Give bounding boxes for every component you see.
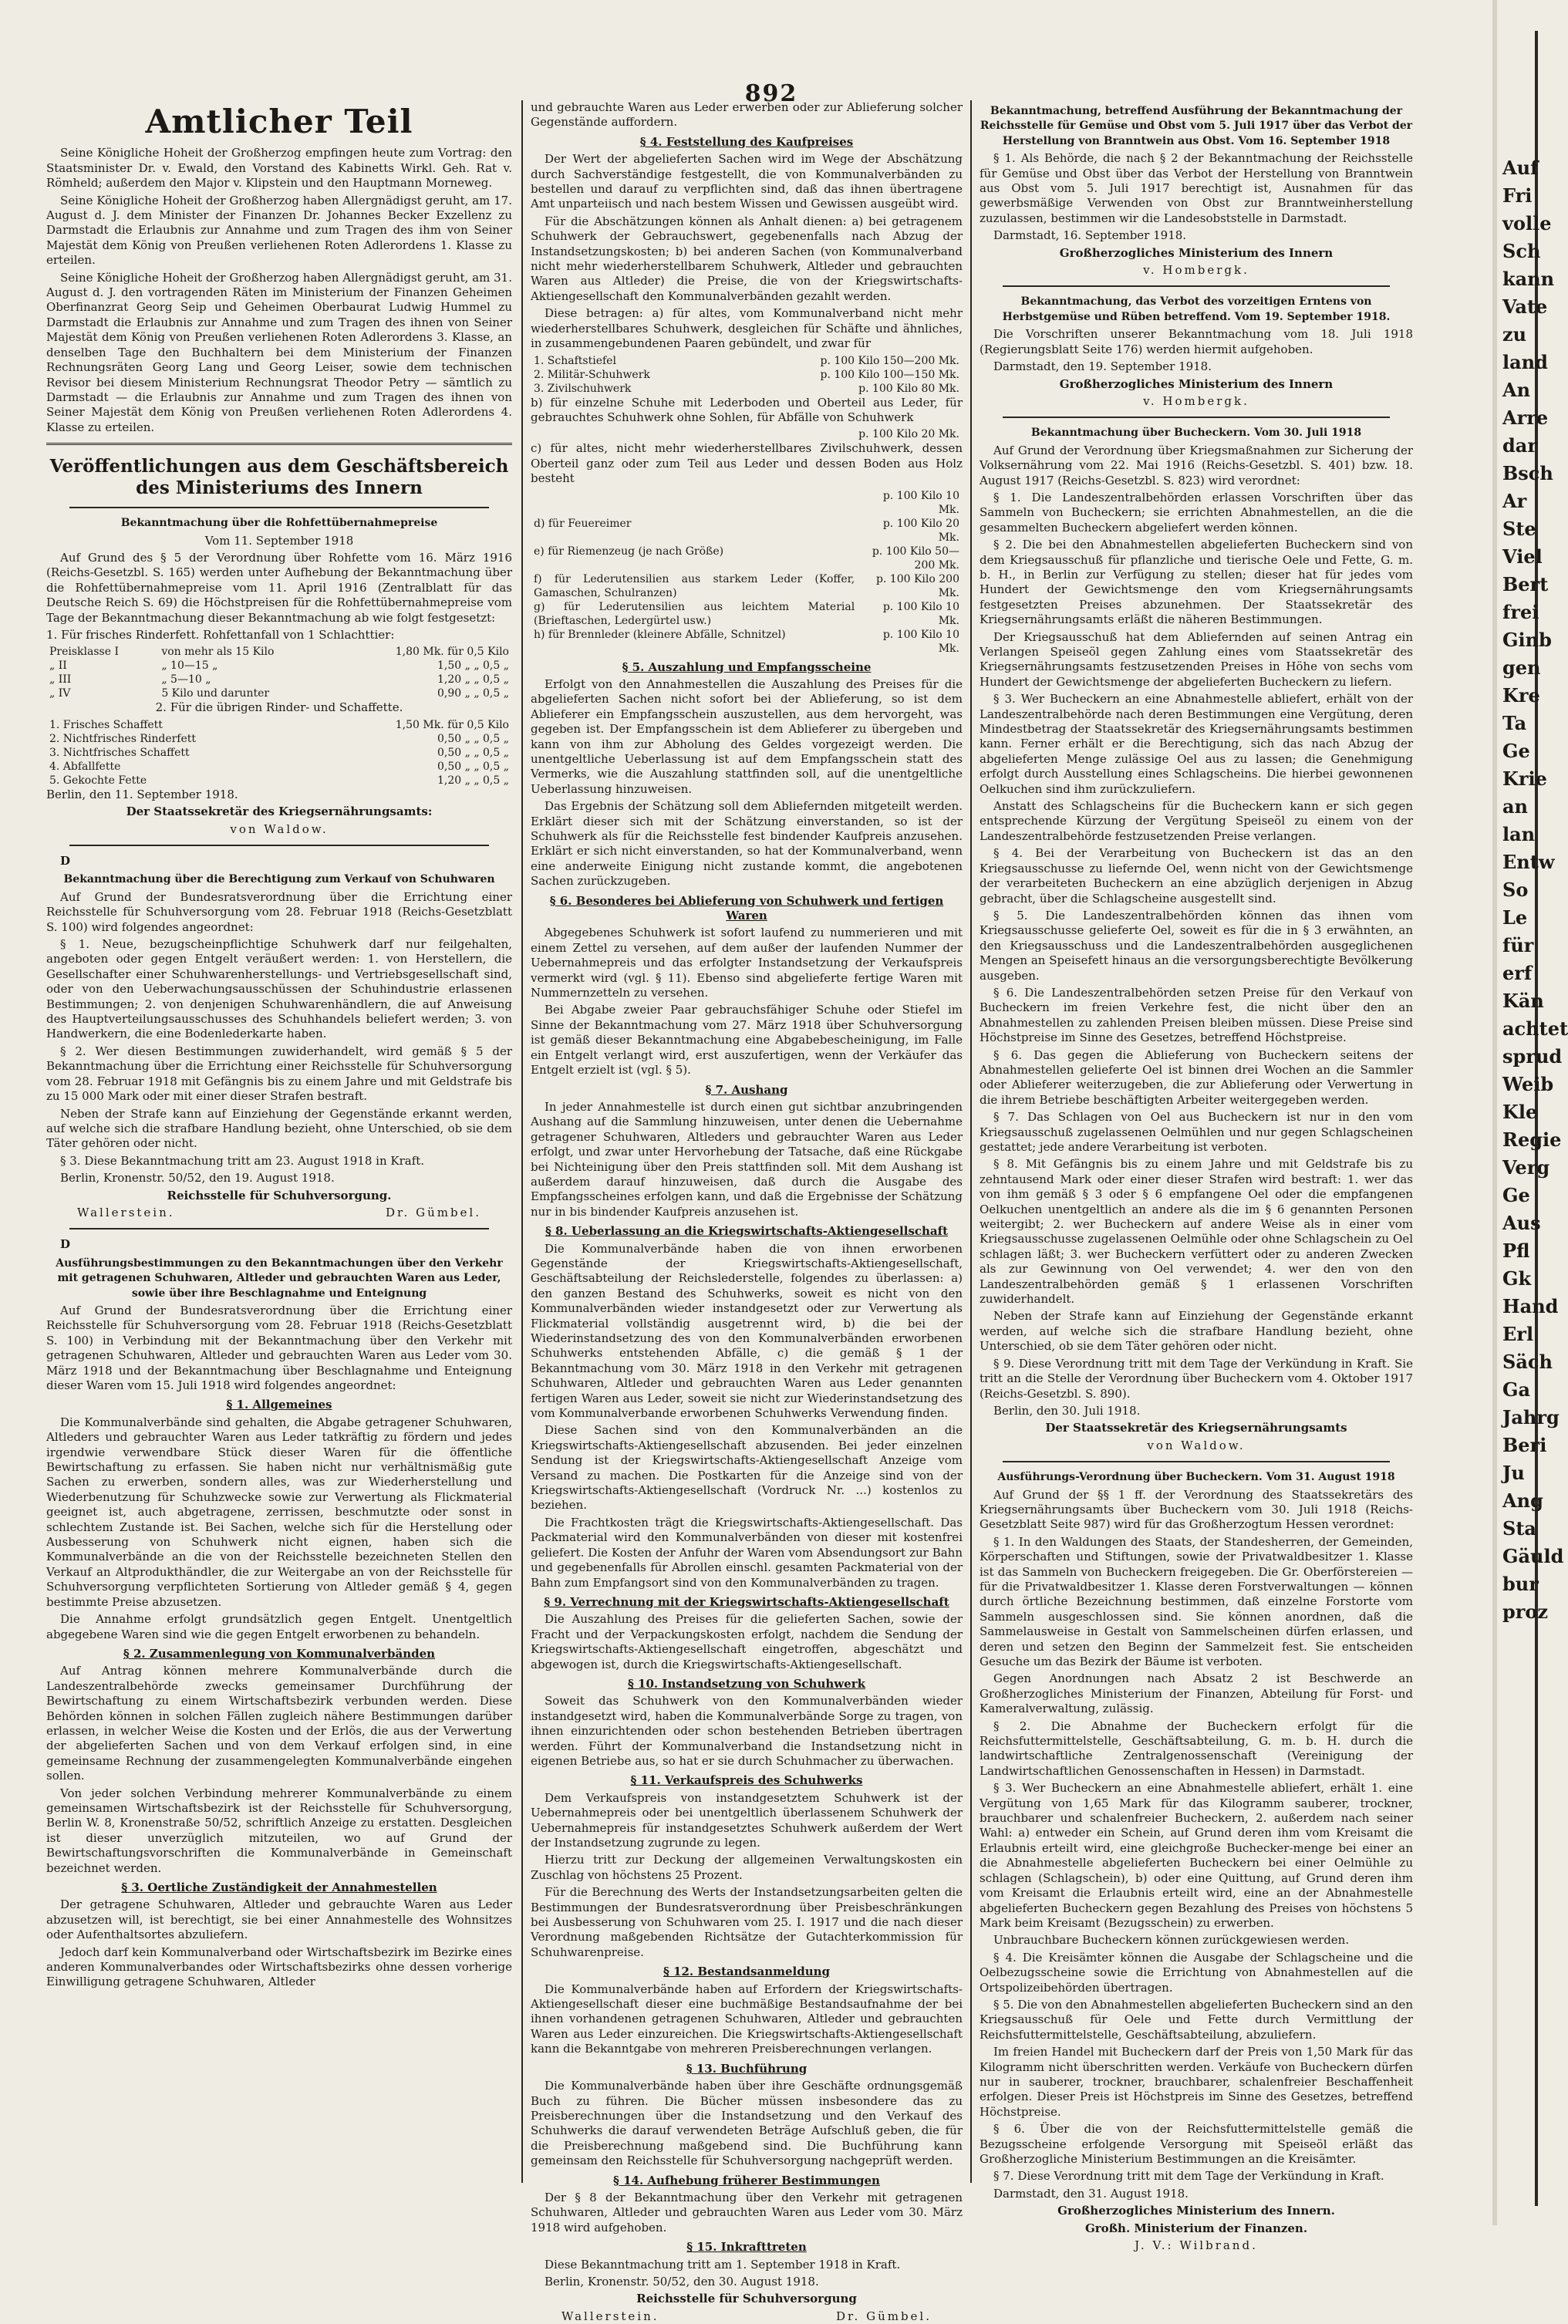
- notice-title: Bekanntmachung über Bucheckern. Vom 30. Juli 1918: [1030, 427, 1362, 440]
- sign-place: Darmstadt, 16. September 1918.: [993, 228, 1187, 243]
- table-row: 2. Nichtfrisches Rinderfett 0,50 „ „ 0,5 „: [49, 732, 509, 745]
- fragment-word: Le: [1502, 906, 1528, 929]
- sign-office: Großherzogliches Ministerium des Innern: [1059, 245, 1334, 260]
- table-row: 2. Militär-Schuhwerk p. 100 Kilo 100—150 Mk.: [534, 368, 959, 381]
- sign-place: Berlin, Kronenstr. 50/52, den 30. August 1918.: [545, 2274, 819, 2289]
- fragment-word: Erl: [1502, 1323, 1534, 1345]
- paragraph: Für die Berechnung des Werts der Instandsetzungsarbeiten gelten die Bestimmungen der Bundesratsverordnung über Preisbeschränkungen bei Ausbesserung von Schuhwaren vom 25. I. 1917 und die nach dieser Verordnung maßgebenden Richtsätze der Gutachterkommission für Schuhwarenpreise.: [531, 1885, 963, 1959]
- price-table: [46, 718, 512, 788]
- fragment-word: Pfl: [1502, 1240, 1530, 1262]
- fragment-word: Arre: [1502, 406, 1549, 429]
- paragraph: Die Kommunalverbände haben auf Erfordern der Kriegswirtschafts-Aktiengesellschaft dieser eine buchmäßige Bestandsaufnahme der bei ihnen vorhandenen getragenen Schuhwaren, Altleder und gebrauchten Waren aus Leder einzureichen. Die Kriegswirtschafts-Aktiengesellschaft kann die Bekanntgabe von mehreren Preisberechnungen verlangen.: [531, 1982, 963, 2056]
- paragraph: Anstatt des Schlagscheins für die Bucheckern kann er sich gegen entsprechende Kürzung der Vergütung Speiseöl zu einem von der Landeszentralbehörde festzusetzenden Preise verlangen.: [980, 799, 1413, 843]
- paragraph: Seine Königliche Hoheit der Großherzog haben Allergnädigst geruht, am 17. August d. J. dem Minister der Finanzen Dr. Johannes Becker Exzellenz zu Darmstadt die Erlaubnis zur Annahme und zum Tragen des ihm von Seiner Majestät dem König von Preußen verliehenen Roten Adlerordens 1. Klasse zu erteilen.: [46, 193, 512, 268]
- paragraph: § 1. In den Waldungen des Staats, der Standesherren, der Gemeinden, Körperschaften und Stiftungen, sowie der Privatwaldbesitzer 1. Klasse ist das Sammeln von Bucheckern freigegeben. Die Gr. Oberförstereien — für die Privatwaldbesitzer 1. Klasse deren Forstverwaltungen — können durch örtliche Bezeichnung bestimmen, daß einzelne Forstorte vom Sammeln ausgeschlossen sind. Sie können anordnen, daß die Sammelausweise in Gestalt von Sammelscheinen dürfen erlassen, und deren und setzen den Beginn der Sammelzeit fest. Sie entscheiden Gesuche um das Bezirk der Bäume ist verboten.: [980, 1534, 1413, 1668]
- fragment-word: Kän: [1502, 990, 1544, 1012]
- fragment-word: sprud: [1502, 1045, 1563, 1068]
- fragment-word: Ge: [1502, 740, 1530, 762]
- paragraph: Auf Grund der Bundesratsverordnung über die Errichtung einer Reichsstelle für Schuhversorgung vom 28. Februar 1918 (Reichs-Gesetzblatt S. 100) wird folgendes angeordnet:: [46, 889, 512, 934]
- column-divider-2: [970, 100, 972, 2183]
- paragraph: Diese Sachen sind von den Kommunalverbänden an die Kriegswirtschafts-Aktiengesellschaft abzusenden. Bei jeder einzelnen Sendung ist der Kriegswirtschafts-Aktiengesellschaft Anzeige vom Versand zu machen. Die Postkarten für die Anzeige sind von der Kriegswirtschafts-Aktiengesellschaft (Vordruck Nr. ...) kostenlos zu beziehen.: [531, 1423, 963, 1513]
- paragraph-heading: § 4. Feststellung des Kaufpreises: [639, 134, 854, 149]
- paragraph: § 8. Mit Gefängnis bis zu einem Jahre und mit Geldstrafe bis zu zehntausend Mark oder einer dieser Strafen wird bestraft: 1. wer das von ihm gemäß § 3 oder § 6 empfangene Oel oder die empfangenen Oelkuchen unentgeltlich an andere als die im § 6 genannten Personen weitergibt; 2. wer Bucheckern auf andere Weise als in einer vom Kriegsausschusse zugelassenen Oelmühle oder ohne Schlagschein zu Oel schlagen läßt; 3. wer Bucheckern verfüttert oder zu anderen Zwecken als zur Gewinnung von Oel verwendet; 4. wer den von den Landeszentralbehörden gemäß § 1 erlassenen Vorschriften zuwiderhandelt.: [980, 1157, 1413, 1307]
- fragment-word: Gk: [1502, 1267, 1532, 1290]
- paragraph: Dem Verkaufspreis von instandgesetztem Schuhwerk ist der Uebernahmepreis oder bei unentgeltlich überlassenem Schuhwerk der Uebernahmepreis für instandgesetztes Schuhwerk außerdem der Wert der Instandsetzung zugrunde zu legen.: [531, 1790, 963, 1850]
- paragraph: Abgegebenes Schuhwerk ist sofort laufend zu nummerieren und mit einem Zettel zu versehen, auf dem außer der laufenden Nummer der Uebernahmepreis und das erfolgter Instandsetzung der Verkaufspreis vermerkt wird (vgl. § 11). Ebenso sind abgelieferte fertige Waren mit Nummernzetteln zu versehen.: [531, 926, 963, 1000]
- fragment-word: Aus: [1502, 1212, 1541, 1234]
- fragment-word: Viel: [1502, 545, 1543, 568]
- notice-title: Ausführungs-Verordnung über Bucheckern. Vom 31. August 1918: [997, 1471, 1395, 1484]
- table-row: Preisklasse I von mehr als 15 Kilo 1,80 Mk. für 0,5 Kilo: [49, 646, 509, 659]
- fragment-word: Hand: [1502, 1295, 1559, 1317]
- table-caption: 2. Für die übrigen Rinder- und Schaffette.: [155, 700, 403, 715]
- table-row: 1. Frisches Schaffett 1,50 Mk. für 0,5 Kilo: [49, 718, 509, 731]
- fragment-word: Ginb: [1502, 629, 1552, 651]
- fragment-word: Sch: [1502, 240, 1541, 262]
- paragraph: Diese Bekanntmachung tritt am 1. September 1918 in Kraft.: [545, 2257, 901, 2272]
- signatures: [531, 2309, 963, 2324]
- paragraph: Der Kriegsausschuß hat dem Abliefernden auf seinen Antrag ein Verlangen Speiseöl gegen Zahlung eines vom Staatssekretär des Kriegsernährungsamts festzusetzenden Preises in Höhe von sechs vom Hundert der Gewichtsmenge der abgelieferten Bucheckern zu liefern.: [980, 629, 1413, 689]
- divider: [1003, 1461, 1390, 1462]
- price-table: [531, 354, 963, 396]
- paragraph: Seine Königliche Hoheit der Großherzog empfingen heute zum Vortrag: den Staatsminister Dr. v. Ewald, den Vorstand des Kabinetts Wirkl. Geh. Rat v. Römheld; außerdem den Major v. Klipstein und den Hauptmann Morneweg.: [46, 146, 512, 191]
- fragment-word: Regie: [1502, 1128, 1562, 1151]
- fragment-word: Ga: [1502, 1378, 1531, 1401]
- table-caption: 1. Für frisches Rinderfett. Rohfettanfall von 1 Schlachttier:: [46, 627, 395, 642]
- paragraph-heading: § 14. Aufhebung früherer Bestimmungen: [613, 2173, 880, 2187]
- paragraph: Auf Grund der Verordnung über Kriegsmaßnahmen zur Sicherung der Volksernährung vom 22. Mai 1916 (Reichs-Gesetzbl. S. 401) bzw. 18. August 1917 (Reichs-Gesetzbl. S. 823) wird verordnet:: [980, 443, 1413, 487]
- table-row: 1. Schaftstiefel p. 100 Kilo 150—200 Mk.: [534, 354, 959, 367]
- paragraph: Diese betragen: a) für altes, vom Kommunalverband nicht mehr wiederherstellbares Schuhwerk, desgleichen für Schäfte und ähnliches, in zusammengebundenen Paaren gebündelt, und zwar für: [531, 306, 963, 351]
- paragraph: Neben der Strafe kann auf Einziehung der Gegenstände erkannt werden, auf welche sich die strafbare Handlung bezieht, ohne Unterschied, ob sie dem Täter gehören oder nicht.: [46, 1106, 512, 1151]
- notice-title: Bekanntmachung über die Rohfettübernahmepreise: [120, 517, 438, 530]
- fragment-word: achtet: [1502, 1017, 1568, 1040]
- table-row: e) für Riemenzeug (je nach Größe) p. 100 Kilo 50—200 Mk.: [534, 545, 959, 572]
- fragment-word: Kre: [1502, 684, 1540, 707]
- fragment-word: Fri: [1502, 184, 1533, 207]
- signatures: [46, 1206, 512, 1220]
- fragment-word: an: [1502, 795, 1528, 818]
- page-title: Amtlicher Teil: [145, 103, 413, 140]
- paragraph: Jedoch darf kein Kommunalverband oder Wirtschaftsbezirk im Bezirke eines anderen Kommunalverbandes oder Wirtschaftsbezirks ohne dessen vorherige Einwilligung getragene Schuhwaren, Altleder: [46, 1945, 512, 1989]
- paragraph: Auf Grund der Bundesratsverordnung über die Errichtung einer Reichsstelle für Schuhversorgung vom 28. Februar 1918 (Reichs-Gesetzblatt S. 100) in Verbindung mit der Bekanntmachung über den Verkehr mit getragenen Schuhwaren, Altleder und gebrauchten Waren aus Leder vom 30. März 1918 und der Bekanntmachung über Beschlagnahme und Enteignung dieser Waren vom 15. Juli 1918 wird folgendes angeordnet:: [46, 1303, 512, 1392]
- sign-name: J. V.: Wilbrand.: [1135, 2238, 1258, 2253]
- table-row: 3. Zivilschuhwerk p. 100 Kilo 80 Mk.: [534, 382, 959, 395]
- paragraph: § 6. Das gegen die Ablieferung von Bucheckern seitens der Abnahmestellen gelieferte Oel ist binnen drei Wochen an die Sammler oder Ablieferer weiterzugeben, die zur Ablieferung oder Verwertung in die ihrem Betriebe beschäftigten Arbeiter weitergegeben werden.: [980, 1047, 1413, 1107]
- table-row: „ IV 5 Kilo und darunter 0,90 „ „ 0,5 „: [49, 687, 509, 700]
- page-number: 892: [744, 80, 798, 107]
- paragraph: § 1. Als Behörde, die nach § 2 der Bekanntmachung der Reichsstelle für Gemüse und Obst über das Verbot der Herstellung von Branntwein aus Obst vom 5. Juli 1917 berechtigt ist, Ausnahmen für das gewerbsmäßige Verwenden von Obst zur Branntweinherstellung zuzulassen, bestimmen wir die Landesobststelle in Darmstadt.: [980, 151, 1413, 225]
- sign-place: Darmstadt, den 31. August 1918.: [993, 2186, 1189, 2201]
- paragraph: § 3. Wer Bucheckern an eine Abnahmestelle abliefert, erhält von der Landeszentralbehörde nach deren Bestimmungen eine Vergütung, deren Mindestbetrag der Staatssekretär des Kriegsernährungsamts bestimmen kann. Ferner erhält er die Berechtigung, sich das nach Abzug der abgelieferten Menge zulässige Oel aus zu lassen; die Genehmigung erfolgt durch Ausstellung eines Schlagscheins. Die hierbei gewonnenen Oelkuchen sind ihm zurückzuliefern.: [980, 692, 1413, 796]
- column-2: [531, 100, 963, 2323]
- paragraph-heading: § 3. Oertliche Zuständigkeit der Annahmestellen: [121, 1880, 437, 1894]
- paragraph: Soweit das Schuhwerk von den Kommunalverbänden wieder instandgesetzt wird, haben die Kommunalverbände Sorge zu tragen, von ihnen einzurichtenden oder schon bestehenden Betrieben übertragen werden. Führt der Kommunalverband die Instandsetzung nicht in eigenen Betriebe aus, so hat er sie durch Schuhmacher zu überwachen.: [531, 1694, 963, 1768]
- notice-title: Bekanntmachung, betreffend Ausführung der Bekanntmachung der Reichsstelle für Gemüse und Obst vom 5. Juli 1917 über das Verbot der Herstellung von Branntwein aus Obst. Vom 16. September 1918: [980, 105, 1413, 147]
- notice-title: Ausführungsbestimmungen zu den Bekanntmachungen über den Verkehr mit getragenen Schuhwaren, Altleder und gebrauchten Waren aus Leder, sowie über ihre Beschlagnahme und Enteignung: [56, 1256, 503, 1300]
- paragraph: b) für einzelne Schuhe mit Lederboden und Oberteil aus Leder, für gebrauchtes Schuhwerk ohne Sohlen, für Abfälle von Schuhwerk: [531, 395, 963, 424]
- fragment-word: Bert: [1502, 573, 1549, 595]
- paragraph: § 5. Die von den Abnahmestellen abgelieferten Bucheckern sind an den Kriegsausschuß für Oele und Fette durch Vermittlung der Reichsfuttermittelstelle, Geschäftsabteilung, abzuliefern.: [980, 1997, 1414, 2042]
- paragraph: Die Frachtkosten trägt die Kriegswirtschafts-Aktiengesellschaft. Das Packmaterial wird den Kommunalverbänden von dieser mit kostenfrei geliefert. Die Kosten der Anfuhr der Waren vom Absendungsort zur Bahn und gegebenenfalls für Abrollen einschl. gesamten Packmaterial von der Bahn zum Empfangsort sind von den Kommunalverbänden zu tragen.: [531, 1515, 963, 1590]
- paragraph-heading: § 2. Zusammenlegung von Kommunalverbänden: [123, 1646, 436, 1661]
- paragraph: Hierzu tritt zur Deckung der allgemeinen Verwaltungskosten ein Zuschlag von höchstens 25 Prozent.: [531, 1853, 963, 1882]
- paragraph: In jeder Annahmestelle ist durch einen gut sichtbar anzubringenden Aushang auf die Sammlung hinzuweisen, unter denen die Uebernahme getragener Schuhwaren, Altleders und gebrauchter Waren aus Leder erfolgt, und zwar unter Hervorhebung der Tatsache, daß eine Rückgabe bei Nichteinigung über den Preis stattfinden soll. Mit dem Aushang ist außerdem darauf hinzuweisen, daß durch die Ausgabe des Empfangsscheines erfolgen kann, und daß die Ergebnisse der Schätzung nur in bis bindender Kaufpreis anzusehen ist.: [531, 1099, 963, 1219]
- paragraph-heading: § 13. Buchführung: [686, 2061, 808, 2076]
- fragment-word: Gäuld: [1502, 1545, 1564, 1567]
- sign-place: Berlin, Kronenstr. 50/52, den 19. August 1918.: [60, 1171, 335, 1186]
- paragraph: § 2. Die Abnahme der Bucheckern erfolgt für die Reichsfuttermittelstelle, Geschäftsabteilung, G. m. b. H. durch die landwirtschaftliche Zentralgenossenschaft (Vereinigung der Landwirtschaftlichen Genossenschaften in Hessen) in Darmstadt.: [980, 1719, 1413, 1778]
- paragraph: Neben der Strafe kann auf Einziehung der Gegenstände erkannt werden, auf welche sich die strafbare Handlung bezieht, ohne Unterschied, ob sie dem Täter gehören oder nicht.: [980, 1309, 1413, 1354]
- fragment-word: Beri: [1502, 1434, 1547, 1456]
- section-heading: Veröffentlichungen aus dem Geschäftsbereich des Ministeriums des Innern: [49, 456, 509, 499]
- paragraph: Seine Königliche Hoheit der Großherzog haben Allergnädigst geruht, am 31. August d. J. den vortragenden Räten im Ministerium der Finanzen Geheimen Oberfinanzrat Georg Seip und Geheimen Oberbaurat Ludwig Hummel zu Darmstadt die Erlaubnis zur Annahme und zum Tragen des ihnen von Seiner Majestät dem König von Preußen verliehenen Roten Adlerordens 3. Klasse, an denselben Tage den Buchhaltern bei dem Ministerium der Finanzen Rechnungsräten Georg Lang und Georg Leiser, sowie dem technischen Revisor bei diesem Ministerium Rechnungsrat Theodor Petry — sämtlich zu Darmstadt — die Erlaubnis zur Annahme und zum Tragen des ihnen von Seiner Majestät dem König von Preußen verliehenen Roten Adlerordens 4. Klasse zu erteilen.: [46, 270, 512, 434]
- paragraph: Auf Grund der §§ 1 ff. der Verordnung des Staatssekretärs des Kriegsernährungsamts über Bucheckern vom 30. Juli 1918 (Reichs-Gesetzblatt Seite 987) wird für das Großherzogtum Hessen verordnet:: [980, 1487, 1413, 1532]
- table-row: g) für Lederutensilien aus leichtem Material (Brieftaschen, Ledergürtel usw.) p. 100 Kilo 10 Mk.: [534, 600, 959, 627]
- paragraph: § 7. Das Schlagen von Oel aus Bucheckern ist nur in den vom Kriegsausschuß zugelassenen Oelmühlen und nur gegen Schlagscheinen gestattet; jede andere Verarbeitung ist verboten.: [980, 1110, 1413, 1154]
- table-row: „ III „ 5—10 „ 1,20 „ „ 0,5 „: [49, 673, 509, 686]
- paragraph-heading: § 8. Ueberlassung an die Kriegswirtschafts-Aktiengesellschaft: [545, 1224, 949, 1239]
- sign-office: Großherzogliches Ministerium des Innern.: [1057, 2204, 1335, 2218]
- divider: [69, 845, 489, 846]
- paragraph: Die Kommunalverbände haben die von ihnen erworbenen Gegenstände der Kriegswirtschafts-Aktiengesellschaft, Geschäftsabteilung der Reichslederstelle, folgendes zu überlassen: a) den ganzen Bestand des Schuhwerks, soweit es nicht von den Kommunalverbänden wieder instandgesetzt oder zur Verwertung als Flickmaterial vollständig ausgetrennt wird, b) die bei der Wiederinstandsetzung des von den Kommunalverbänden erworbenen Schuhwerks entstehenden Abfälle, c) die gemäß § 1 der Bekanntmachung vom 30. März 1918 in den Verkehr mit getragenen Schuhwaren, Altleder und gebrauchten Waren aus Leder genannten fertigen Waren aus Leder, soweit sie nicht zur Wiederinstandsetzung des vom Kommunalverbande erworbenen Schuhwerks Verwendung finden.: [531, 1241, 963, 1421]
- table-row: p. 100 Kilo 10 Mk.: [882, 489, 959, 516]
- fragment-word: gen: [1502, 656, 1541, 679]
- signature: Wallerstein.: [77, 1205, 175, 1219]
- paragraph-heading: § 10. Instandsetzung von Schuhwerk: [627, 1676, 866, 1691]
- paragraph: Die Annahme erfolgt grundsätzlich gegen Entgelt. Unentgeltlich abgegebene Waren sind wie die gegen Entgelt erworbenen zu behandeln.: [46, 1612, 512, 1641]
- paragraph-heading: § 9. Verrechnung mit der Kriegswirtschafts-Aktiengesellschaft: [544, 1594, 949, 1609]
- signature: Wallerstein.: [561, 2309, 659, 2323]
- paragraph: § 2. Wer diesen Bestimmungen zuwiderhandelt, wird gemäß § 5 der Bekanntmachung über die Errichtung einer Reichsstelle für Schuhversorgung vom 28. Februar 1918 mit Gefängnis bis zu einem Jahre und mit Geldstrafe bis zu 15 000 Mark oder mit einer dieser Strafen bestraft.: [46, 1044, 512, 1104]
- divider: [1003, 417, 1390, 418]
- fragment-word: Auf: [1502, 157, 1539, 179]
- paragraph: § 9. Diese Verordnung tritt mit dem Tage der Verkündung in Kraft. Sie tritt an die Stelle der Verordnung über Bucheckern vom 4. Oktober 1917 (Reichs-Gesetzbl. S. 890).: [980, 1356, 1413, 1401]
- paragraph: Das Ergebnis der Schätzung soll dem Abliefernden mitgeteilt werden. Erklärt dieser sich mit der Schätzung einverstanden, so ist der Schuhwerk als für die Reichsstelle fest bindender Kaufpreis anzusehen. Erklärt er sich nicht einverstanden, so hat der Kommunalverband, wenn eine anderweite Einigung nicht zustande kommt, die angebotenen Sachen zurückzugeben.: [531, 799, 963, 889]
- paragraph: § 1. Neue, bezugscheinpflichtige Schuhwerk darf nur feilgehalten, angeboten oder gegen Entgelt veräußert werden: 1. von Herstellern, die Gesellschafter einer Schuhwarenherstellungs- und Vertriebsgesellschaft sind, oder von den Ueberwachungsausschüssen der Schuhindustrie erlassenen Bestimmungen; 2. von denjenigen Schuhwarenhändlern, die auf Anweisung des Hauptverteilungsausschusses des Schuhhandels beliefert werden; 3. von Handwerkern, die eine Bodenlederkarte haben.: [46, 937, 512, 1041]
- paragraph: § 5. Die Landeszentralbehörden können das ihnen vom Kriegsausschusse gelieferte Oel, soweit es für die in § 3 erwähnten, an den Kriegsausschuss und die Landeszentralbehörden ausgeglichenen Mengen an Speisefett hinaus an die versorgungsberechtigte Bevölkerung ausgeben.: [980, 908, 1413, 983]
- paragraph: Unbrauchbare Bucheckern können zurückgewiesen werden.: [993, 1933, 1350, 1948]
- paragraph: c) für altes, nicht mehr wiederherstellbares Zivilschuhwerk, dessen Oberteil ganz oder zum Teil aus Leder und dessen Boden aus Holz besteht: [531, 441, 963, 486]
- table-row: d) für Feuereimer p. 100 Kilo 20 Mk.: [534, 517, 959, 544]
- fragment-word: Ge: [1502, 1184, 1530, 1206]
- paragraph: § 4. Die Kreisämter können die Ausgabe der Schlagscheine und die Oelbezugsscheine sowie die Errichtung von Abnahmestellen auf die Ortspolizeibehörden übertragen.: [980, 1950, 1413, 1995]
- paragraph-heading: § 11. Verkaufspreis des Schuhwerks: [630, 1773, 863, 1788]
- paragraph: Bei Abgabe zweier Paar gebrauchsfähiger Schuhe oder Stiefel im Sinne der Bekanntmachung vom 27. März 1918 über Schuhversorgung ist gemäß dieser Bekanntmachung eine Abgabebescheinigung, im Falle ein Entgelt verlangt wird, erst auszufertigen, wenn der Verkäufer das Entgelt erzielt ist (vgl. § 5).: [531, 1003, 963, 1078]
- notice-date: Vom 11. September 1918: [204, 533, 354, 548]
- paragraph: Auf Grund des § 5 der Verordnung über Rohfette vom 16. März 1916 (Reichs-Gesetzbl. S. 165) werden unter Aufhebung der Bekanntmachung über die Rohfettübernahmepreise vom 11. April 1916 (Zentralblatt für das Deutsche Reich S. 69) die Höchstpreisen für die Rohfettübernahmepreise vom Tage der Bekanntmachung dieser Bekanntmachung ab wie folgt festgesetzt:: [46, 550, 512, 625]
- table-row: p. 100 Kilo 20 Mk.: [858, 428, 959, 441]
- fragment-word: So: [1502, 879, 1529, 901]
- sign-place: Berlin, den 30. Juli 1918.: [993, 1403, 1141, 1418]
- fragment-word: land: [1502, 351, 1548, 373]
- paragraph-heading: § 6. Besonderes bei Ablieferung von Schuhwerk und fertigen Waren: [549, 893, 944, 923]
- fragment-word: proz: [1502, 1600, 1549, 1623]
- price-table: [46, 645, 512, 700]
- paragraph: § 4. Bei der Verarbeitung von Bucheckern ist das an den Kriegsausschusse zu liefernde Oel, wenn nicht von der Gewichtsmenge der verarbeiteten Bucheckern an eine abzüglich derjenigen in Abzug gebracht, über die Schlagscheine ausgestellt sind.: [980, 846, 1413, 906]
- sign-place: Berlin, den 11. September 1918.: [46, 787, 238, 801]
- paragraph: Auf Antrag können mehrere Kommunalverbände durch die Landeszentralbehörde zwecks gemeinsamer Durchführung der Bewirtschaftung zu einem Wirtschaftsbezirk verbunden werden. Diese Behörden können in solchen Fällen zugleich nähere Bestimmungen darüber erlassen, in welcher Weise die Kosten und der Erlös, die aus der Verwertung der abgelieferten Sachen und von dem Verkauf erfolgen sind, in eine gemeinsame Rechnung der zusammengelegten Kommunalverbände eingehen sollen.: [46, 1664, 512, 1783]
- page-gutter: [1492, 0, 1497, 2225]
- paragraph: und gebrauchte Waren aus Leder erwerben oder zur Ablieferung solcher Gegenstände auffordern.: [531, 100, 963, 130]
- fragment-word: Sta: [1502, 1517, 1536, 1540]
- sign-office: Großherzogliches Ministerium des Innern: [1059, 376, 1334, 391]
- fragment-word: Krie: [1502, 767, 1547, 790]
- signature: Dr. Gümbel.: [836, 2309, 932, 2323]
- divider: [69, 1228, 489, 1229]
- fragment-word: Ju: [1502, 1462, 1525, 1484]
- fragment-word: dar: [1502, 434, 1537, 457]
- paragraph: Für die Abschätzungen können als Anhalt dienen: a) bei getragenem Schuhwerk der Gebrauchswert, gegebenenfalls nach Abzug der Instandsetzungskosten; b) bei anderen Sachen (von Kommunalverband nicht mehr wiederherstellbarem Schuhwerk, Altleder und gebrauchten Waren aus Altleder) die Preise, die von der Kriegswirtschafts-Aktiengesellschaft den Kommunalverbänden gezahlt werden.: [531, 214, 963, 303]
- paragraph: Der Wert der abgelieferten Sachen wird im Wege der Abschätzung durch Sachverständige festgestellt, die von Kommunalverbänden zu bestellen und darauf zu verpflichten sind, daß das ihnen übertragene Amt unparteiisch und nach bestem Wissen und Gewissen ausgeübt wird.: [531, 152, 963, 211]
- fragment-word: Entw: [1502, 851, 1555, 873]
- paragraph-heading: § 7. Aushang: [705, 1082, 788, 1097]
- fragment-word: für: [1502, 934, 1534, 956]
- paragraph: § 7. Diese Verordnung tritt mit dem Tage der Verkündung in Kraft.: [993, 2169, 1384, 2184]
- fragment-word: erf: [1502, 962, 1533, 984]
- fragment-word: volle: [1502, 212, 1552, 234]
- table-row: h) für Brennleder (kleinere Abfälle, Schnitzel) p. 100 Kilo 10 Mk.: [534, 628, 959, 655]
- notice-title: Bekanntmachung über die Berechtigung zum Verkauf von Schuhwaren: [63, 873, 495, 886]
- column-3: [980, 100, 1414, 2253]
- sign-office: Der Staatssekretär des Kriegsernährungsamts: [1045, 1421, 1347, 1435]
- fragment-word: Ang: [1502, 1489, 1543, 1512]
- fragment-word: Kle: [1502, 1101, 1538, 1123]
- fragment-word: lan: [1502, 823, 1536, 845]
- table-row: 5. Gekochte Fette 1,20 „ „ 0,5 „: [49, 774, 509, 787]
- paragraph: Der § 8 der Bekanntmachung über den Verkehr mit getragenen Schuhwaren, Altleder und gebrauchten Waren aus Leder vom 30. März 1918 wird aufgehoben.: [531, 2190, 963, 2235]
- fragment-word: Weib: [1502, 1073, 1554, 1095]
- paragraph: Die Auszahlung des Preises für die gelieferten Sachen, sowie der Fracht und der Verpackungskosten erfolgt, nachdem die Sendung der Kriegswirtschafts-Aktiengesellschaft eingetroffen, abgeschätzt und abgewogen ist, durch die Kriegswirtschafts-Aktiengesellschaft.: [531, 1612, 963, 1671]
- fragment-word: An: [1502, 379, 1531, 401]
- sign-office: Reichsstelle für Schuhversorgung.: [167, 1188, 392, 1202]
- column-1: [46, 100, 512, 2183]
- fragment-word: frei: [1502, 601, 1539, 623]
- paragraph-heading: § 12. Bestandsanmeldung: [663, 1965, 831, 1979]
- fragment-word: Bsch: [1502, 462, 1553, 484]
- section-rule: [46, 443, 512, 445]
- divider: [69, 507, 489, 508]
- paragraph-heading: § 15. Inkrafttreten: [686, 2240, 807, 2255]
- sign-name: von Waldow.: [1147, 1438, 1246, 1452]
- sign-name: von Waldow.: [230, 821, 329, 836]
- table-row: 4. Abfallfette 0,50 „ „ 0,5 „: [49, 760, 509, 773]
- fragment-word: bur: [1502, 1573, 1539, 1595]
- paragraph: Der getragene Schuhwaren, Altleder und gebrauchte Waren aus Leder abzusetzen will, ist berechtigt, sie bei einer Annahmestelle des Wohnsitzes oder Aufenthaltsortes abzuliefern.: [46, 1897, 512, 1942]
- paragraph: Erfolgt von den Annahmestellen die Auszahlung des Preises für die abgelieferten Sachen nicht sofort bei der Ablieferung, so ist dem Ablieferer ein Empfangsschein auszustellen, aus dem hervorgeht, was gegeben ist. Der Empfangsschein ist dem Ablieferer zu übergeben und kann von ihm zur Abholung des Geldes vorgezeigt werden. Die unentgeltliche Ueberlassung ist auf dem Empfangsschein statt des Vermerks, wie die Auszahlung stattfinden soll, auf die unentgeltliche Ueberlassung hinzuweisen.: [531, 676, 963, 796]
- paragraph: Die Kommunalverbände sind gehalten, die Abgabe getragener Schuhwaren, Altleders und gebrauchter Waren aus Leder tatkräftig zu fördern und jedes irgendwie verwendbare Stück dieser Waren für die öffentliche Bewirtschaftung zu erfassen. Sie haben nicht nur verhältnismäßig gute Sachen zu erwerben, sondern alles, was zur Wiederherstellung und Wiederbenutzung für Schuhzwecke sowie zur Verwertung als Flickmaterial geeignet ist, auch abgetragene, zerrissen, beschmutzte oder sonst in schlechtem Zustande ist. Bei Sachen, welche sich für die Herstellung oder Ausbesserung von Schuhwerk nicht eignen, haben sich die Kommunalverbände an die von der Reichsstelle bezeichneten Stellen den Verkauf an Altprodukthändler, die zur Weitergabe an von der Reichsstelle für Schuhversorgung verpflichteten Sortierung von Altleder gemäß § 4, gegen bestimmte Preise abzusetzen.: [46, 1415, 512, 1609]
- paragraph: § 6. Die Landeszentralbehörden setzen Preise für den Verkauf von Bucheckern im freien Verkehre fest, die nicht über den an Abnahmestellen zu zahlenden Preisen bleiben müssen. Diese Preise sind Höchstpreise im Sinne des Gesetzes, betreffend Höchstpreise.: [980, 985, 1413, 1045]
- paragraph: Die Kommunalverbände haben über ihre Geschäfte ordnungsgemäß Buch zu führen. Die Bücher müssen insbesondere das zu Preisberechnungen über die Instandsetzung und den Verkauf des Schuhwerks die darauf verwendeten Beträge Aufschluß geben, die für die Preisberechnung maßgebend sind. Die Buchführung kann gemeinsam den Reichsstelle für Schuhversorgung nachgeprüft werden.: [531, 2079, 963, 2168]
- table-row: f) für Lederutensilien aus starkem Leder (Koffer, Gamaschen, Schulranzen) p. 100 Kilo 200 Mk.: [534, 572, 959, 599]
- sign-office: Der Staatssekretär des Kriegsernährungsamts:: [126, 804, 433, 819]
- fragment-word: Vate: [1502, 295, 1548, 318]
- price-table: [531, 427, 963, 441]
- divider: [1003, 285, 1390, 287]
- sign-name: v. Hombergk.: [1143, 263, 1249, 278]
- section-letter: D: [60, 854, 71, 868]
- fragment-word: Säch: [1502, 1351, 1553, 1373]
- paragraph: § 6. Über die von der Reichsfuttermittelstelle gemäß die Bezugsscheine erfolgende Versorgung mit Speiseöl erläßt das Großherzogliche Ministerium Bestimmungen an die Kreisämter.: [980, 2122, 1413, 2166]
- sign-office: Großh. Ministerium der Finanzen.: [1084, 2221, 1308, 2235]
- paragraph: § 2. Die bei den Abnahmestellen abgelieferten Bucheckern sind von dem Kriegsausschuß für pflanzliche und tierische Oele und Fette, G. m. b. H., in Berlin zur Verfügung zu stellen; dieser hat für jedes vom Hundert der Gewichtsmenge den vom Kriegsernährungsamts festgesetzten Preises abzunehmen. Der Staatssekretär des Kriegsernährungsamts erläßt die näheren Bestimmungen.: [980, 538, 1413, 627]
- adjacent-page-fragment: [1502, 154, 1568, 2160]
- sign-name: v. Hombergk.: [1143, 393, 1249, 408]
- sign-place: Darmstadt, den 19. September 1918.: [993, 359, 1212, 374]
- paragraph: Die Vorschriften unserer Bekanntmachung vom 18. Juli 1918 (Regierungsblatt Seite 176) werden hiermit aufgehoben.: [980, 327, 1413, 356]
- fragment-word: Ar: [1502, 490, 1527, 512]
- sign-office: Reichsstelle für Schuhversorgung: [636, 2292, 857, 2306]
- notice-title: Bekanntmachung, das Verbot des vorzeitigen Erntens von Herbstgemüse und Rüben betreffend. Vom 19. September 1918.: [1002, 295, 1391, 323]
- paragraph-heading: § 5. Auszahlung und Empfangsscheine: [622, 659, 872, 674]
- table-row: „ II „ 10—15 „ 1,50 „ „ 0,5 „: [49, 659, 509, 673]
- price-table: [531, 489, 963, 656]
- fragment-word: zu: [1502, 323, 1527, 346]
- fragment-word: Jahrg: [1502, 1406, 1560, 1428]
- paragraph: Im freien Handel mit Bucheckern darf der Preis von 1,50 Mark für das Kilogramm nicht überschritten werden. Verkäufe von Bucheckern dürfen nur in sauberer, trockner, brauchbarer, schalenfreier Beschaffenheit erfolgen. Dieser Preis ist Höchstpreis im Sinne des Gesetzes, betreffend Höchstpreise.: [980, 2045, 1413, 2119]
- signature: Dr. Gümbel.: [386, 1205, 481, 1219]
- paragraph: § 3. Wer Bucheckern an eine Abnahmestelle abliefert, erhält 1. eine Vergütung von 1,65 Mark für das Kilogramm sauberer, trockner, brauchbarer und schalenfreier Bucheckern, 2. außerdem nach seiner Wahl: a) entweder ein Schein, auf Grund deren ihm vom Kreisamt die Erlaubnis erteilt wird, eine gleichgroße Buchecker-menge bei einer an die Abnahmestelle abgelieferten Bucheckern bei einer Oelmühle zu schlagen (Schlagschein), b) oder eine Quittung, auf Grund deren ihm vom Kreisamt die Erlaubnis erteilt wird, eine an der Abnahmestelle abgelieferten Bucheckern gegen Bezahlung des Preises von höchstens 5 Mark beim Kreisamt (Bezugsschein) zu erwerben.: [980, 1781, 1413, 1930]
- fragment-word: Verg: [1502, 1156, 1550, 1179]
- paragraph: § 3. Diese Bekanntmachung tritt am 23. August 1918 in Kraft.: [60, 1153, 425, 1168]
- paragraph: § 1. Die Landeszentralbehörden erlassen Vorschriften über das Sammeln von Bucheckern; sie errichten Abnahmestellen, an die die gesammelten Bucheckern abgeliefert werden können.: [980, 490, 1413, 535]
- fragment-word: Ta: [1502, 712, 1527, 734]
- paragraph: Gegen Anordnungen nach Absatz 2 ist Beschwerde an Großherzogliches Ministerium der Finanzen, Abteilung für Forst- und Kameralverwaltung, zulässig.: [980, 1671, 1413, 1716]
- section-letter: D: [60, 1237, 71, 1252]
- paragraph: Von jeder solchen Verbindung mehrerer Kommunalverbände zu einem gemeinsamen Wirtschaftsbezirk ist der Reichsstelle für Schuhversorgung, Berlin W. 8, Kronenstraße 50/52, schriftlich Anzeige zu erstatten. Desgleichen ist dieser unverzüglich mitzuteilen, wo auf Grund der Bewirtschaftungsvorschriften die Kommunalverbände in Gemeinschaft bezeichnet werden.: [46, 1786, 512, 1875]
- table-row: 3. Nichtfrisches Schaffett 0,50 „ „ 0,5 „: [49, 746, 509, 759]
- paragraph-heading: § 1. Allgemeines: [226, 1398, 332, 1412]
- fragment-word: Ste: [1502, 518, 1536, 540]
- fragment-word: kann: [1502, 268, 1555, 290]
- column-divider-1: [521, 100, 523, 2183]
